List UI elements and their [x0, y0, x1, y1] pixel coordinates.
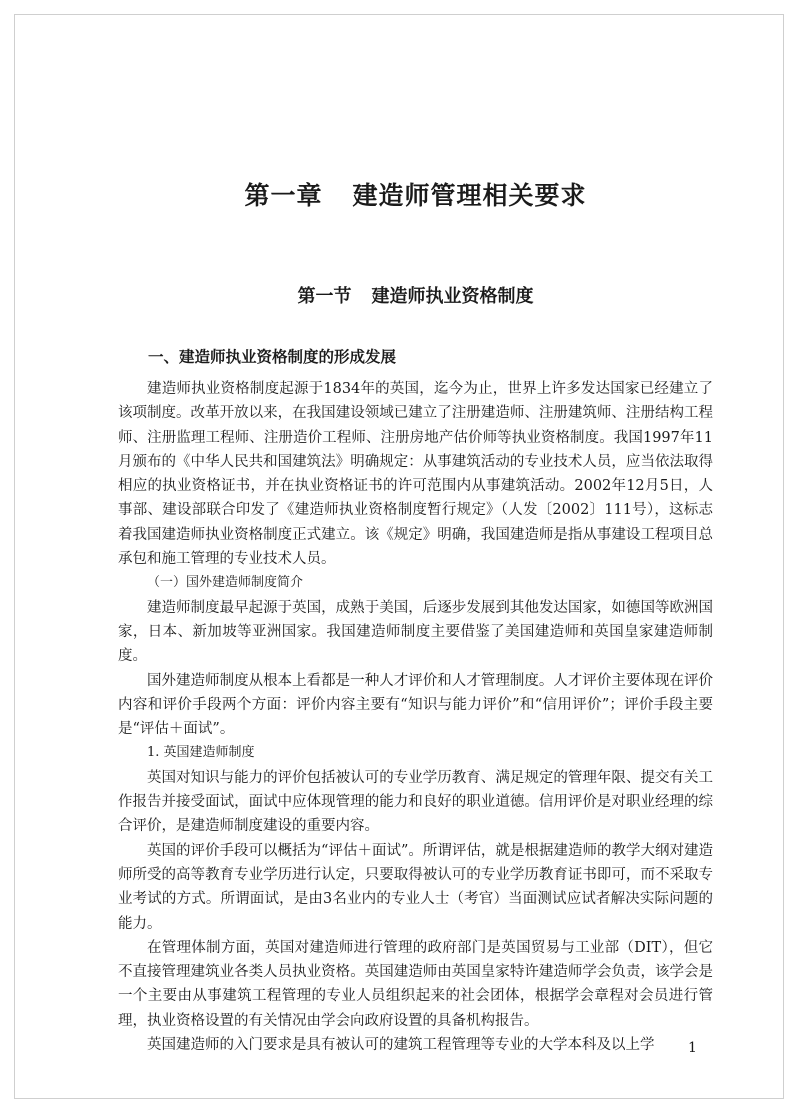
section-title: [118, 277, 713, 317]
subsection-heading-uk: 1. 英国建造师制度: [147, 745, 255, 761]
paragraph-7: 英国建造师的入门要求是具有被认可的建筑工程管理等专业的大学本科及以上学: [147, 1037, 655, 1054]
subsection-heading-foreign: （一）国外建造师制度简介: [147, 575, 304, 591]
page-number: 1: [688, 1040, 697, 1056]
heading-1: 一、建造师执业资格制度的形成发展: [148, 348, 397, 366]
chapter-label: 第一章: [244, 181, 323, 210]
page-content: [118, 170, 713, 1057]
paragraph-1: 建造师执业资格制度起源于1834年的英国，迄今为止，世界上许多发达国家已经建立了该项制度。改革开放以来，在我国建设领域已建立了注册建造师、注册建筑师、注册结构工程师、注册监理工程师、注册造价工程师、注册房地产估价师等执业资格制度。我国1997年11月颁布的《中华人民共和国建筑法》明确规定：从事建筑活动的专业技术人员，应当依法取得相应的执业资格证书，并在执业资格证书的许可范围内从事建筑活动。2002年12月5日，人事部、建设部联合印发了《建造师执业资格制度暂行规定》（人发〔2002〕111号），这标志着我国建造师执业资格制度正式建立。该《规定》明确，我国建造师是指从事建设工程项目总承包和施工管理的专业技术人员。: [118, 381, 713, 568]
paragraph-3: 国外建造师制度从根本上看都是一种人才评价和人才管理制度。人才评价主要体现在评价内容和评价手段两个方面：评价内容主要有“知识与能力评价”和“信用评价”；评价手段主要是“评估＋面试”。: [118, 672, 713, 738]
paragraph-6: 在管理体制方面，英国对建造师进行管理的政府部门是英国贸易与工业部（DIT），但它不直接管理建筑业各类人员执业资格。英国建造师由英国皇家特许建造师学会负责，该学会是一个主要由从事建筑工程管理的专业人员组织起来的社会团体，根据学会章程对会员进行管理，执业资格设置的有关情况由学会向政府设置的具备机构报告。: [118, 939, 713, 1029]
chapter-name: 建造师管理相关要求: [352, 181, 587, 210]
paragraph-4: 英国对知识与能力的评价包括被认可的专业学历教育、满足规定的管理年限、提交有关工作报告并接受面试，面试中应体现管理的能力和良好的职业道德。信用评价是对职业经理的综合评价，是建造师制度建设的重要内容。: [118, 769, 713, 835]
chapter-title: [118, 170, 713, 222]
paragraph-2: 建造师制度最早起源于英国，成熟于美国，后逐步发展到其他发达国家，如德国等欧洲国家，日本、新加坡等亚洲国家。我国建造师制度主要借鉴了美国建造师和英国皇家建造师制度。: [118, 599, 713, 665]
section-label: 第一节: [297, 286, 352, 307]
paragraph-5: 英国的评价手段可以概括为“评估＋面试”。所谓评估，就是根据建造师的教学大纲对建造师所受的高等教育专业学历进行认定，只要取得被认可的专业学历教育证书即可，而不采取专业考试的方式。所谓面试，是由3名业内的专业人士（考官）当面测试应试者解决实际问题的能力。: [118, 842, 713, 932]
section-name: 建造师执业资格制度: [371, 286, 534, 307]
